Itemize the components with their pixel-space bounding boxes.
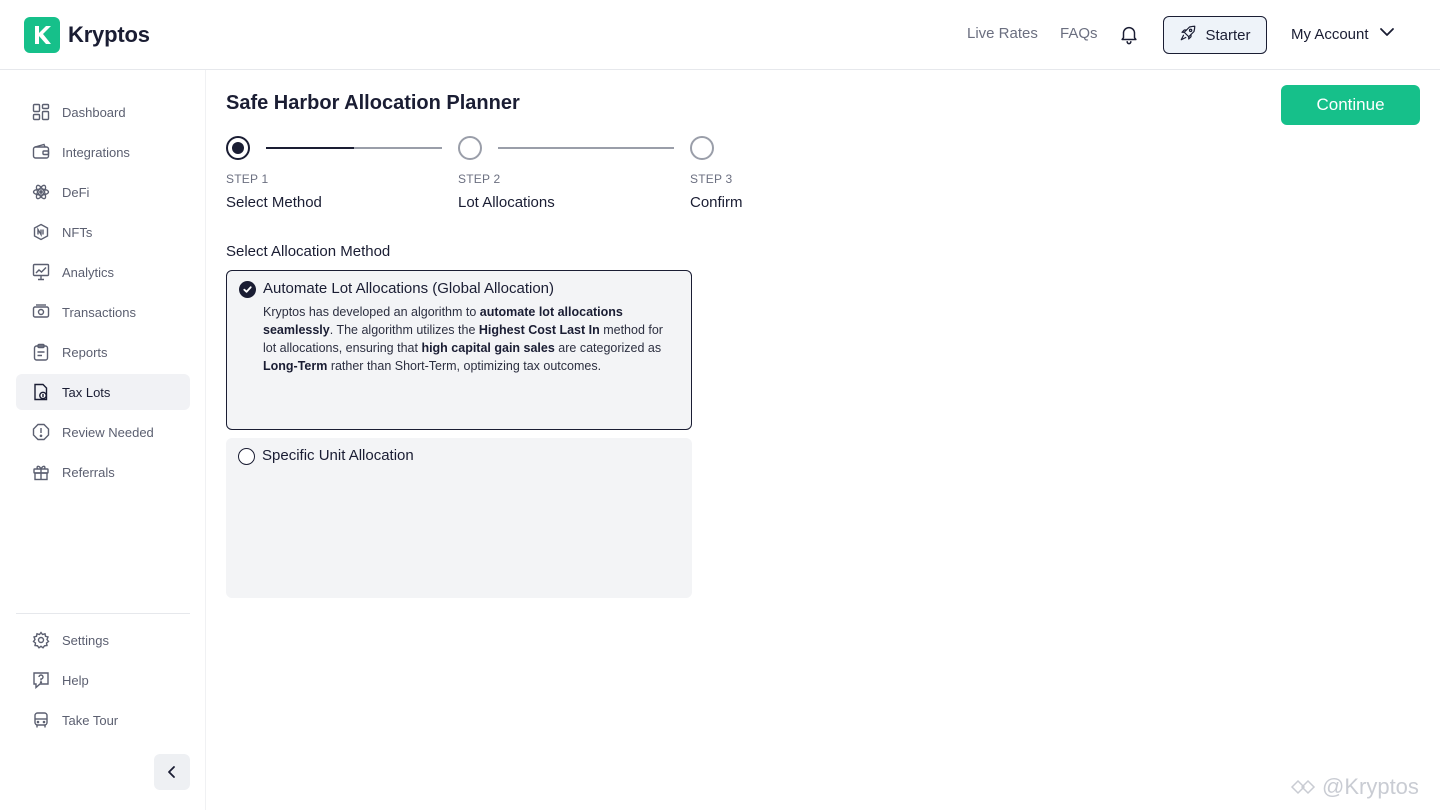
sidebar-item-settings[interactable] [16, 622, 190, 658]
option-title: Automate Lot Allocations (Global Allocation) [263, 280, 554, 297]
brand-name: Kryptos [68, 22, 150, 47]
chevron-left-icon [165, 765, 179, 779]
sidebar-item-label: Analytics [62, 264, 115, 280]
sidebar-item-transactions[interactable] [16, 294, 190, 330]
rocket-icon [1179, 24, 1197, 46]
step-1-name: Select Method [226, 194, 322, 211]
step-2-number: STEP 2 [458, 172, 501, 186]
atom-icon [32, 183, 50, 201]
continue-button[interactable]: Continue [1281, 85, 1420, 125]
step-1-indicator[interactable] [226, 136, 250, 160]
unchecked-radio-icon[interactable] [238, 448, 255, 465]
sidebar-item-nfts[interactable] [16, 214, 190, 250]
sidebar-item-label: Take Tour [62, 712, 119, 728]
sidebar-item-label: Transactions [62, 304, 136, 320]
bell-icon[interactable] [1118, 23, 1140, 45]
account-label: My Account [1291, 25, 1369, 43]
step-2-indicator[interactable] [458, 136, 482, 160]
help-icon [32, 671, 50, 689]
chart-icon [32, 263, 50, 281]
sidebar-item-defi[interactable] [16, 174, 190, 210]
sidebar-item-label: Tax Lots [62, 384, 111, 400]
sidebar-item-label: Reports [62, 344, 108, 360]
sidebar-item-referrals[interactable] [16, 454, 190, 490]
sidebar-item-integrations[interactable] [16, 134, 190, 170]
sidebar-item-label: Help [62, 672, 89, 688]
starter-label: Starter [1205, 26, 1251, 44]
logo-mark-icon [24, 17, 60, 53]
sidebar-item-tax-lots[interactable] [16, 374, 190, 410]
bus-icon [32, 711, 50, 729]
sidebar-divider [16, 613, 190, 614]
kryptos-logo[interactable] [24, 17, 150, 53]
watermark-logo-icon [1290, 777, 1316, 797]
chevron-down-icon [1379, 24, 1395, 44]
sidebar-item-dashboard[interactable] [16, 94, 190, 130]
account-menu[interactable] [1291, 24, 1395, 44]
transactions-icon [32, 303, 50, 321]
sidebar-item-analytics[interactable] [16, 254, 190, 290]
dashboard-icon [32, 103, 50, 121]
top-header [0, 0, 1440, 70]
watermark-text: @Kryptos [1322, 774, 1419, 799]
sidebar-item-label: Referrals [62, 464, 115, 480]
checked-radio-icon[interactable] [239, 281, 256, 298]
sidebar-item-review-needed[interactable] [16, 414, 190, 450]
step-2-connector [498, 147, 674, 149]
collapse-sidebar-button[interactable] [154, 754, 190, 790]
option-global-allocation[interactable] [226, 270, 692, 430]
clipboard-icon [32, 343, 50, 361]
sidebar-item-label: Dashboard [62, 104, 126, 120]
nft-icon [32, 223, 50, 241]
starter-plan-button[interactable] [1163, 16, 1267, 54]
step-3-number: STEP 3 [690, 172, 733, 186]
sidebar-item-help[interactable] [16, 662, 190, 698]
sidebar-item-label: NFTs [62, 224, 93, 240]
sidebar-item-label: Integrations [62, 144, 130, 160]
step-2-name: Lot Allocations [458, 194, 555, 211]
step-3-name: Confirm [690, 194, 743, 211]
step-1-number: STEP 1 [226, 172, 269, 186]
page-title: Safe Harbor Allocation Planner [226, 92, 520, 114]
watermark [1290, 774, 1419, 800]
option-title: Specific Unit Allocation [262, 447, 414, 464]
tax-lots-icon [32, 383, 50, 401]
gift-icon [32, 463, 50, 481]
option-specific-unit[interactable] [226, 438, 692, 598]
faqs-link[interactable]: FAQs [1060, 25, 1098, 42]
sidebar-item-reports[interactable] [16, 334, 190, 370]
gear-icon [32, 631, 50, 649]
sidebar-item-take-tour[interactable] [16, 702, 190, 738]
sidebar-item-label: Settings [62, 632, 109, 648]
wallet-icon [32, 143, 50, 161]
alert-icon [32, 423, 50, 441]
sidebar-item-label: Review Needed [62, 424, 154, 440]
sidebar-item-label: DeFi [62, 184, 90, 200]
step-3-indicator[interactable] [690, 136, 714, 160]
sidebar [0, 70, 206, 810]
section-label: Select Allocation Method [226, 243, 391, 260]
live-rates-link[interactable]: Live Rates [967, 25, 1038, 42]
step-progress-fill [266, 147, 354, 149]
option-description: Kryptos has developed an algorithm to automate lot allocations seamlessly. The algorithm utilizes the Highest Cost Last In method for lot allocations, ensuring that high capital gain sales are categorized as Long-Term rather than Short-Term, optimizing tax outcomes. [263, 305, 663, 373]
